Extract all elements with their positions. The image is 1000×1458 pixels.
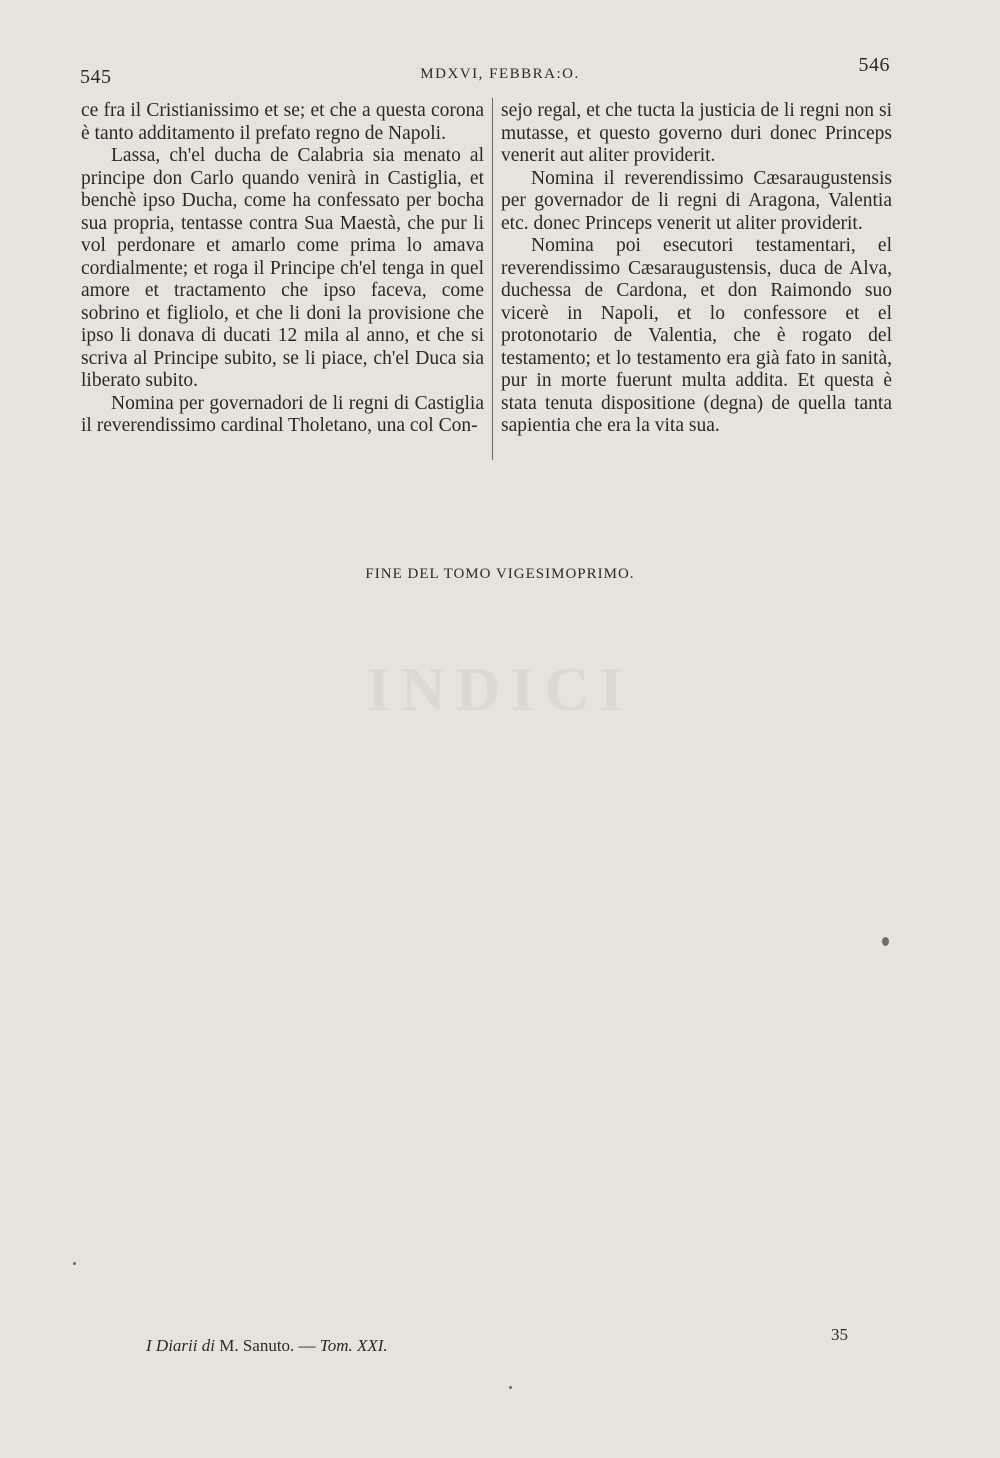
running-title: MDXVI, FEBBRA:O. bbox=[420, 66, 580, 82]
left-page-number: 545 bbox=[80, 66, 112, 88]
paragraph: Lassa, ch'el ducha de Calabria sia menato al principe don Carlo quando venirà in Castiglia, et benchè ipso Ducha, come ha confessato per bocha sua propria, tentasse contra Sua Maestà, che pur li vol perdonare et amarlo come prima lo amava cordialmente; et roga il Principe ch'el tenga in quel amore et tractamento che ipso faceva, come sobrino et figliolo, et che li doni la provisione che ipso li donava di ducati 12 mila al anno, et che si scriva al Principe subito, se li piace, ch'el Duca sia liberato subito. bbox=[81, 145, 484, 391]
left-column bbox=[81, 100, 484, 438]
paper-speck bbox=[509, 1386, 512, 1389]
show-through-text: INDICI bbox=[366, 656, 634, 724]
paragraph: ce fra il Cristianissimo et se; et che a questa corona è tanto additamento il prefato regno de Napoli. bbox=[81, 100, 484, 144]
right-column bbox=[501, 100, 892, 438]
colophon: FINE DEL TOMO VIGESIMOPRIMO. bbox=[365, 566, 635, 582]
footer-volume: Tom. XXI. bbox=[319, 1336, 388, 1355]
footer-signature-line bbox=[146, 1336, 388, 1356]
paper-speck bbox=[882, 937, 889, 946]
footer-work-title: I Diarii di bbox=[146, 1336, 215, 1355]
paper-speck bbox=[73, 1262, 76, 1265]
paragraph: Nomina il reverendissimo Cæsaraugustensis per governador de li regni di Aragona, Valentia etc. donec Princeps venerit ut aliter providerit. bbox=[501, 167, 892, 234]
right-page-number: 546 bbox=[858, 54, 890, 76]
paragraph: Nomina per governadori de li regni di Castiglia il reverendissimo cardinal Tholetano, una col Con- bbox=[81, 392, 484, 436]
column-divider bbox=[492, 98, 493, 460]
footer-author: M. Sanuto. bbox=[219, 1336, 295, 1355]
footer-separator: — bbox=[298, 1336, 316, 1355]
paragraph: Nomina poi esecutori testamentari, el reverendissimo Cæsaraugustensis, duca de Alva, duchessa de Cardona, et don Raimondo suo vicerè in Napoli, et lo confessore et el protonotario de Valentia, che è rogato del testamento; et lo testamento era già fato in sanità, pur in morte fuerunt multa addita. Et questa è stata tenuta dispositione (degna) de quella tanta sapientia che era la vita sua. bbox=[501, 235, 892, 436]
gathering-signature: 35 bbox=[831, 1325, 848, 1344]
paragraph: sejo regal, et che tucta la justicia de li regni non si mutasse, et questo governo duri donec Princeps venerit aut aliter providerit. bbox=[501, 100, 892, 166]
